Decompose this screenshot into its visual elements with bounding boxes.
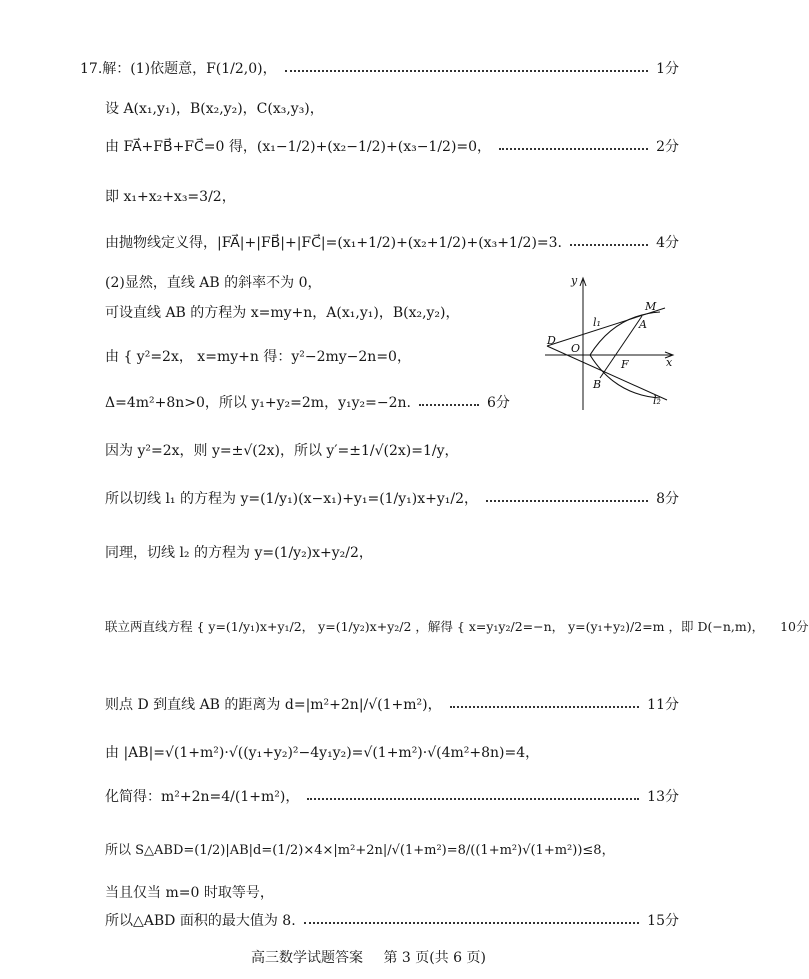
parabola-diagram <box>545 270 680 415</box>
line-3-text: 由 FA⃗+FB⃗+FC⃗=0 得，(x₁−1/2)+(x₂−1/2)+(x₃−1/2)=0， <box>105 139 492 155</box>
dot-leader <box>499 148 648 150</box>
line-13 <box>105 616 809 638</box>
line-16 <box>105 786 679 808</box>
line-17-text: 所以 S△ABD=(1/2)|AB|d=(1/2)×4×|m²+2n|/√(1+m²)=8/((1+m²)√(1+m²))≤8， <box>105 843 615 858</box>
line-2 <box>105 98 679 120</box>
label-a: A <box>639 318 647 331</box>
label-m: M <box>645 300 657 313</box>
line-6-text: (2)显然，直线 AB 的斜率不为 0， <box>105 275 322 291</box>
line-19-text: 所以△ABD 面积的最大值为 8. <box>105 913 296 929</box>
dot-leader <box>285 70 648 72</box>
score-4: 4分 <box>656 235 679 251</box>
score-8: 8分 <box>656 491 679 507</box>
parabola-figure <box>545 270 680 415</box>
line-11-text: 所以切线 l₁ 的方程为 y=(1/y₁)(x−x₁)+y₁=(1/y₁)x+y₁/2， <box>105 491 479 507</box>
score-15: 15分 <box>647 913 679 929</box>
line-2-text: 设 A(x₁,y₁)，B(x₂,y₂)，C(x₃,y₃)， <box>105 101 324 117</box>
score-1: 1分 <box>656 61 679 77</box>
label-d: D <box>547 334 556 347</box>
line-11 <box>105 488 679 510</box>
score-11: 11分 <box>647 697 679 713</box>
label-x: x <box>666 356 673 369</box>
line-18-text: 当且仅当 m=0 时取等号， <box>105 885 274 901</box>
line-17 <box>105 840 679 862</box>
line-13-text: 联立两直线方程 { y=(1/y₁)x+y₁/2， y=(1/y₂)x+y₂/2 ，解得 { x=y₁y₂/2=−n， y=(y₁+y₂)/2=m ，即 D(−n,m)， <box>105 619 765 634</box>
line-5 <box>105 232 679 254</box>
label-l1: l₁ <box>593 316 601 329</box>
dot-leader <box>450 706 640 708</box>
label-f: F <box>621 358 629 371</box>
score-2: 2分 <box>656 139 679 155</box>
line-10-text: 因为 y²=2x，则 y=±√(2x)，所以 y′=±1/√(2x)=1/y， <box>105 443 459 459</box>
line-1-text: 17.解：(1)依题意，F(1/2,0)， <box>80 61 277 77</box>
line-9 <box>105 392 537 414</box>
label-y: y <box>571 274 578 287</box>
line-12 <box>105 542 679 564</box>
line-15-text: 由 |AB|=√(1+m²)·√((y₁+y₂)²−4y₁y₂)=√(1+m²)·√(4m²+8n)=4， <box>105 745 540 761</box>
score-10: 10分 <box>780 619 809 634</box>
dot-leader <box>570 244 648 246</box>
line-4-text: 即 x₁+x₂+x₃=3/2， <box>105 189 236 205</box>
dot-leader <box>419 404 479 406</box>
line-5-text: 由抛物线定义得，|FA⃗|+|FB⃗|+|FC⃗|=(x₁+1/2)+(x₂+1/2)+(x₃+1/2)=3. <box>105 235 563 251</box>
line-8-text: 由 { y²=2x， x=my+n 得：y²−2my−2n=0， <box>105 349 411 365</box>
line-16-text: 化简得：m²+2n=4/(1+m²)， <box>105 789 300 805</box>
line-1 <box>80 58 679 80</box>
line-14-text: 则点 D 到直线 AB 的距离为 d=|m²+2n|/√(1+m²)， <box>105 697 442 713</box>
line-4 <box>105 186 679 208</box>
line-3 <box>105 136 679 158</box>
line-19 <box>105 910 679 932</box>
label-o: O <box>571 342 581 355</box>
footer-title: 高三数学试题答案 <box>251 950 363 966</box>
line-10 <box>105 440 679 462</box>
tangent-l1 <box>547 308 665 346</box>
line-15 <box>105 742 679 764</box>
label-l2: l₂ <box>653 394 661 407</box>
line-12-text: 同理，切线 l₂ 的方程为 y=(1/y₂)x+y₂/2， <box>105 545 373 561</box>
line-7-text: 可设直线 AB 的方程为 x=my+n，A(x₁,y₁)，B(x₂,y₂)， <box>105 305 460 321</box>
line-18 <box>105 882 679 904</box>
dot-leader <box>304 922 640 924</box>
dot-leader <box>486 500 648 502</box>
line-14 <box>105 694 679 716</box>
score-13: 13分 <box>647 789 679 805</box>
tangent-l2 <box>547 346 667 400</box>
dot-leader <box>307 798 639 800</box>
score-6: 6分 <box>486 395 510 411</box>
page-footer <box>0 947 737 967</box>
footer-page: 第 3 页(共 6 页) <box>383 950 486 966</box>
line-9-text: Δ=4m²+8n>0，所以 y₁+y₂=2m，y₁y₂=−2n. <box>105 395 411 411</box>
label-b: B <box>593 378 602 391</box>
